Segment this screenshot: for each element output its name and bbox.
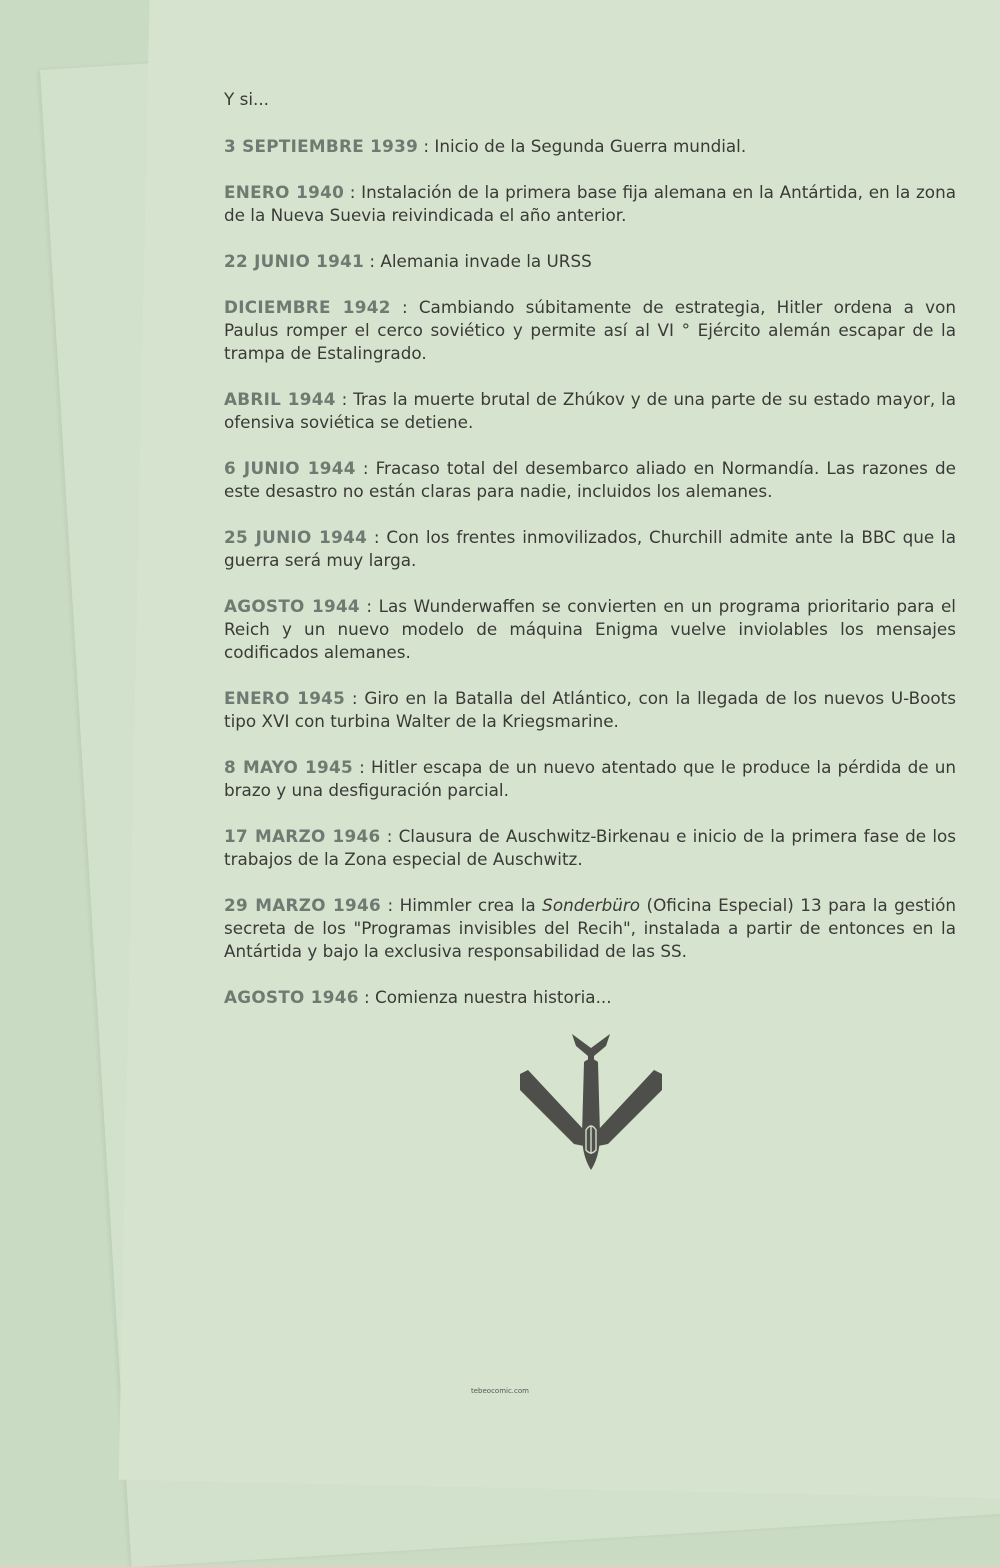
entry-text-before: Himmler crea la [399, 895, 543, 915]
entry-date: ENERO 1945 [224, 688, 346, 708]
entry-text: Hitler escapa de un nuevo atentado que le produce la pérdida de un brazo y una desfiguración parcial. [224, 757, 957, 800]
entry-date: 6 JUNIO 1944 [224, 458, 356, 478]
aircraft-left-wing [520, 1070, 584, 1146]
timeline-entry [224, 457, 956, 503]
timeline-entry [224, 756, 956, 802]
timeline-entry [224, 894, 956, 963]
entry-text: Con los frentes inmovilizados, Churchill admite ante la BBC que la guerra será muy larga. [224, 527, 956, 570]
timeline-entry [224, 595, 956, 664]
entry-text: Instalación de la primera base fija alemana en la Antártida, en la zona de la Nueva Suevia reivindicada el año anterior. [224, 182, 956, 225]
timeline-entry [224, 250, 956, 273]
entry-date: AGOSTO 1944 [224, 596, 360, 616]
entry-text: Alemania invade la URSS [380, 251, 592, 271]
entry-date: DICIEMBRE 1942 [224, 297, 391, 317]
entry-date: AGOSTO 1946 [224, 987, 359, 1007]
entry-text: Cambiando súbitamente de estrategia, Hitler ordena a von Paulus romper el cerco soviético y permite así al VI ° Ejército alemán escapar de la trampa de Estalingrado. [224, 297, 956, 363]
entry-date: 8 MAYO 1945 [224, 757, 353, 777]
entry-separator: : [335, 389, 354, 409]
entry-date: 3 SEPTIEMBRE 1939 [224, 136, 419, 156]
entry-separator: : [418, 136, 435, 156]
timeline-entry [224, 181, 956, 227]
entry-text: Comienza nuestra historia... [375, 987, 612, 1007]
entry-separator: : [380, 895, 400, 915]
entry-text: Tras la muerte brutal de Zhúkov y de una parte de su estado mayor, la ofensiva soviética se detiene. [224, 389, 957, 432]
timeline-entry [224, 296, 956, 365]
entry-text: Fracaso total del desembarco aliado en Normandía. Las razones de este desastro no están claras para nadie, incluidos los alemanes. [224, 458, 956, 501]
timeline-entry [224, 135, 956, 158]
entry-separator: : [352, 757, 371, 777]
timeline-entry [224, 687, 956, 733]
entry-text: Giro en la Batalla del Atlántico, con la llegada de los nuevos U-Boots tipo XVI con turbina Walter de la Kriegsmarine. [224, 688, 956, 731]
entry-separator: : [344, 182, 362, 202]
entry-separator: : [367, 527, 387, 547]
entry-date: 17 MARZO 1946 [224, 826, 381, 846]
intro-line: Y si... [224, 89, 269, 109]
entry-date: ENERO 1940 [224, 182, 345, 202]
entry-date: ABRIL 1944 [224, 389, 336, 409]
timeline-text [224, 88, 956, 1032]
entry-text: Clausura de Auschwitz-Birkenau e inicio de la primera fase de los trabajos de la Zona especial de Auschwitz. [224, 826, 957, 869]
aircraft-silhouette-icon [520, 1034, 662, 1174]
timeline-entry [224, 388, 956, 434]
entry-separator: : [355, 458, 376, 478]
entry-separator: : [359, 596, 379, 616]
entry-text: Inicio de la Segunda Guerra mundial. [434, 136, 747, 156]
entry-separator: : [380, 826, 399, 846]
entry-date: 29 MARZO 1946 [224, 895, 381, 915]
entry-text: (Oficina Especial) 13 para la gestión secreta de los "Programas invisibles del Recih", instalada a partir de entonces en la Antártida y bajo la exclusiva responsabilidad de las SS. [224, 895, 957, 961]
entry-separator: : [345, 688, 365, 708]
entry-separator: : [390, 297, 419, 317]
timeline-entry [224, 986, 956, 1009]
entry-italic-term: Sonderbüro [542, 895, 641, 915]
entry-date: 22 JUNIO 1941 [224, 251, 365, 271]
aircraft-right-wing [598, 1070, 662, 1146]
entry-separator: : [358, 987, 376, 1007]
entry-date: 25 JUNIO 1944 [224, 527, 368, 547]
source-credit: tebeocomic.com [470, 1387, 529, 1395]
timeline-entry [224, 526, 956, 572]
entry-separator: : [364, 251, 381, 271]
timeline-entry [224, 825, 956, 871]
entry-text: Las Wunderwaffen se convierten en un programa prioritario para el Reich y un nuevo modelo de máquina Enigma vuelve inviolables los mensajes codificados alemanes. [224, 596, 956, 662]
